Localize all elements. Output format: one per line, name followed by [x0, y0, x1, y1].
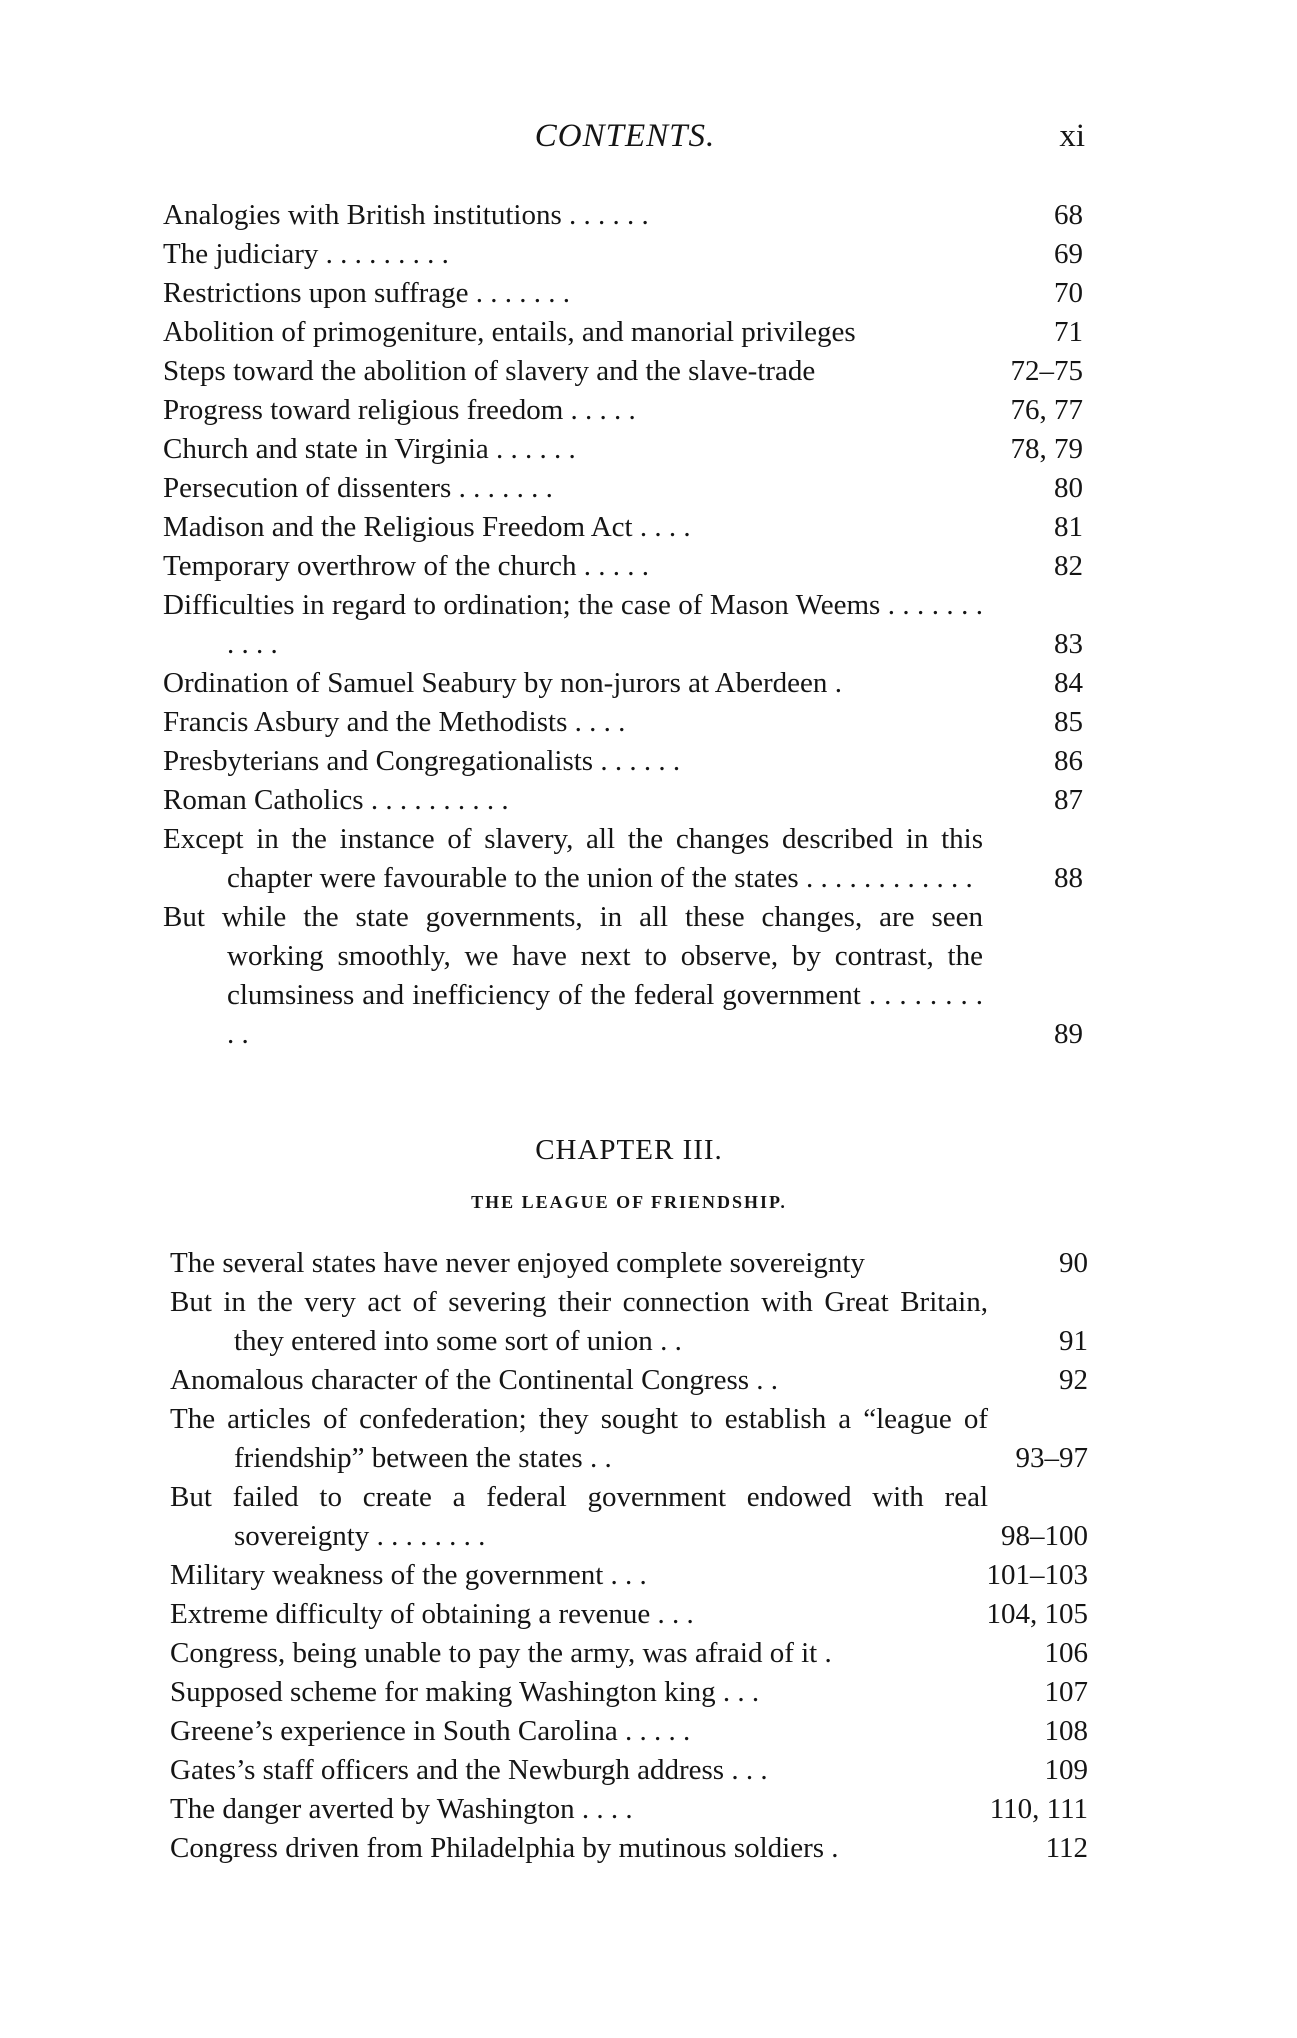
toc-entry-text: Persecution of dissenters — [163, 472, 452, 504]
toc-entry-pages: 112 — [1045, 1832, 1088, 1864]
toc-section-chapter-2-end — [163, 196, 1083, 1054]
toc-entry — [170, 1712, 1088, 1751]
leader-dots: . . . . . . — [488, 433, 576, 465]
toc-entry-text: Progress toward religious freedom — [163, 394, 564, 426]
toc-entry-pages: 70 — [1054, 277, 1083, 309]
toc-entry — [170, 1400, 1088, 1478]
toc-entry-text: Greene’s experience in South Carolina — [170, 1715, 618, 1747]
leader-dots: . . . — [715, 1676, 760, 1708]
toc-entry-pages: 98–100 — [1001, 1520, 1088, 1552]
toc-entry — [163, 703, 1083, 742]
toc-entry — [170, 1751, 1088, 1790]
toc-entry — [163, 235, 1083, 274]
toc-entry — [170, 1244, 1088, 1283]
leader-dots: . . . . . . . . — [369, 1520, 486, 1552]
leader-dots: . . — [582, 1442, 612, 1474]
toc-entry-text: Restrictions upon suffrage — [163, 277, 469, 309]
toc-entry — [170, 1634, 1088, 1673]
toc-section-chapter-3 — [170, 1244, 1088, 1868]
toc-entry-text: But while the state governments, in all these changes, are seen working smoothly, we have next to observe, by contrast, the clumsiness and inefficiency of the federal government — [163, 901, 983, 1011]
chapter-subtitle: THE LEAGUE OF FRIENDSHIP. — [471, 1192, 787, 1212]
toc-entry-text: Difficulties in regard to ordination; the case of Mason Weems — [163, 589, 881, 621]
toc-entry-text: The several states have never enjoyed complete sovereignty — [170, 1247, 865, 1279]
toc-entry-pages: 82 — [1054, 550, 1083, 582]
toc-entry-text: Gates’s staff officers and the Newburgh address — [170, 1754, 725, 1786]
leader-dots: . . . . — [567, 706, 626, 738]
toc-entry-text: Presbyterians and Congregationalists — [163, 745, 594, 777]
toc-entry-text: But failed to create a federal government endowed with real sovereignty — [170, 1481, 988, 1552]
leader-dots: . . . . . . . . . — [318, 238, 449, 270]
leader-dots: . . . . . — [576, 550, 649, 582]
leader-dots: . . . . — [632, 511, 691, 543]
toc-entry-pages: 68 — [1054, 199, 1083, 231]
toc-entry-pages: 89 — [1054, 1018, 1083, 1050]
toc-entry — [163, 391, 1083, 430]
toc-entry — [163, 352, 1083, 391]
toc-entry-text: The articles of confederation; they sought to establish a “league of friendship” between the states — [170, 1403, 988, 1474]
leader-dots: . — [824, 1832, 839, 1864]
toc-entry — [163, 664, 1083, 703]
page-title: CONTENTS. — [534, 118, 716, 154]
toc-entry-pages: 83 — [1054, 628, 1083, 660]
toc-entry-pages: 72–75 — [1010, 355, 1083, 387]
leader-dots: . . . — [650, 1598, 694, 1630]
toc-entry-pages: 76, 77 — [1010, 394, 1083, 426]
leader-dots: . . . . . . . — [451, 472, 553, 504]
toc-entry — [170, 1829, 1088, 1868]
toc-entry-text: Military weakness of the government — [170, 1559, 604, 1591]
leader-dots: . . — [652, 1325, 682, 1357]
toc-entry — [163, 274, 1083, 313]
toc-entry-text: Congress, being unable to pay the army, was afraid of it — [170, 1637, 818, 1669]
toc-entry — [163, 586, 1083, 664]
chapter-heading: CHAPTER III. — [535, 1134, 723, 1166]
leader-dots: . . . . . . . . . . . — [227, 589, 983, 660]
toc-entry — [170, 1790, 1088, 1829]
toc-entry-pages: 101–103 — [986, 1559, 1088, 1591]
toc-entry-text: Abolition of primogeniture, entails, and manorial privileges — [163, 316, 856, 348]
toc-entry-text: Supposed scheme for making Washington king — [170, 1676, 716, 1708]
toc-entry-text: Analogies with British institutions — [163, 199, 562, 231]
toc-entry-text: Madison and the Religious Freedom Act — [163, 511, 633, 543]
toc-entry — [163, 196, 1083, 235]
toc-entry-pages: 86 — [1054, 745, 1083, 777]
leader-dots: . . . . . — [563, 394, 636, 426]
leader-dots: . . . . . . . . . . . . — [798, 862, 973, 894]
leader-dots: . . . — [603, 1559, 647, 1591]
leader-dots: . . . . . . . . . . — [227, 979, 983, 1050]
toc-entry-pages: 80 — [1054, 472, 1083, 504]
toc-entry — [170, 1556, 1088, 1595]
toc-entry-text: The judiciary — [163, 238, 319, 270]
toc-entry-pages: 108 — [1044, 1715, 1088, 1747]
toc-entry — [170, 1361, 1088, 1400]
toc-entry — [163, 508, 1083, 547]
toc-entry-text: Temporary overthrow of the church — [163, 550, 577, 582]
toc-entry-pages: 110, 111 — [989, 1793, 1088, 1825]
toc-entry — [163, 430, 1083, 469]
toc-entry-pages: 87 — [1054, 784, 1083, 816]
toc-entry — [170, 1283, 1088, 1361]
running-head — [165, 118, 1085, 174]
leader-dots: . . . . . — [617, 1715, 691, 1747]
toc-entry — [163, 313, 1083, 352]
toc-entry-text: Church and state in Virginia — [163, 433, 489, 465]
leader-dots: . . . . . . — [593, 745, 681, 777]
toc-entry-pages: 107 — [1044, 1676, 1088, 1708]
leader-dots: . . . . — [574, 1793, 633, 1825]
toc-entry-pages: 78, 79 — [1010, 433, 1083, 465]
toc-entry-pages: 88 — [1054, 862, 1083, 894]
toc-entry — [170, 1595, 1088, 1634]
toc-entry-text: Extreme difficulty of obtaining a revenue — [170, 1598, 651, 1630]
toc-entry-text: Congress driven from Philadelphia by mutinous soldiers — [170, 1832, 825, 1864]
toc-entry-pages: 104, 105 — [986, 1598, 1088, 1630]
toc-entry-pages: 69 — [1054, 238, 1083, 270]
toc-entry-pages: 84 — [1054, 667, 1083, 699]
leader-dots: . — [827, 667, 842, 699]
toc-entry-pages: 71 — [1054, 316, 1083, 348]
toc-entry — [163, 469, 1083, 508]
toc-entry-pages: 90 — [1059, 1247, 1088, 1279]
toc-entry-text: Francis Asbury and the Methodists — [163, 706, 568, 738]
toc-entry-text: Ordination of Samuel Seabury by non-jurors at Aberdeen — [163, 667, 828, 699]
toc-entry — [170, 1673, 1088, 1712]
page-number: xi — [1059, 118, 1085, 154]
toc-entry-pages: 85 — [1054, 706, 1083, 738]
toc-entry-pages: 92 — [1059, 1364, 1088, 1396]
toc-entry — [163, 742, 1083, 781]
toc-entry-text: Steps toward the abolition of slavery and the slave-trade — [163, 355, 816, 387]
toc-entry-pages: 91 — [1059, 1325, 1088, 1357]
toc-entry-pages: 81 — [1054, 511, 1083, 543]
toc-entry-pages: 106 — [1044, 1637, 1088, 1669]
leader-dots: . . . . . . . — [468, 277, 571, 309]
toc-entry-pages: 109 — [1044, 1754, 1088, 1786]
leader-dots: . . . . . . — [561, 199, 649, 231]
toc-entry-text: But in the very act of severing their connection with Great Britain, they entered into some sort of union — [170, 1286, 988, 1357]
toc-entry-text: Anomalous character of the Continental Congress — [170, 1364, 750, 1396]
toc-entry — [170, 1478, 1088, 1556]
leader-dots: . . — [749, 1364, 779, 1396]
toc-entry — [163, 547, 1083, 586]
toc-entry — [163, 898, 1083, 1054]
leader-dots: . . . — [724, 1754, 768, 1786]
toc-entry-text: Except in the instance of slavery, all the changes described in this chapter were favourable to the union of the states — [163, 823, 983, 894]
toc-entry-text: The danger averted by Washington — [170, 1793, 575, 1825]
leader-dots: . — [817, 1637, 832, 1669]
toc-entry-pages: 93–97 — [1015, 1442, 1088, 1474]
leader-dots: . . . . . . . . . . — [363, 784, 509, 816]
toc-entry-text: Roman Catholics — [163, 784, 364, 816]
toc-entry — [163, 781, 1083, 820]
toc-entry — [163, 820, 1083, 898]
